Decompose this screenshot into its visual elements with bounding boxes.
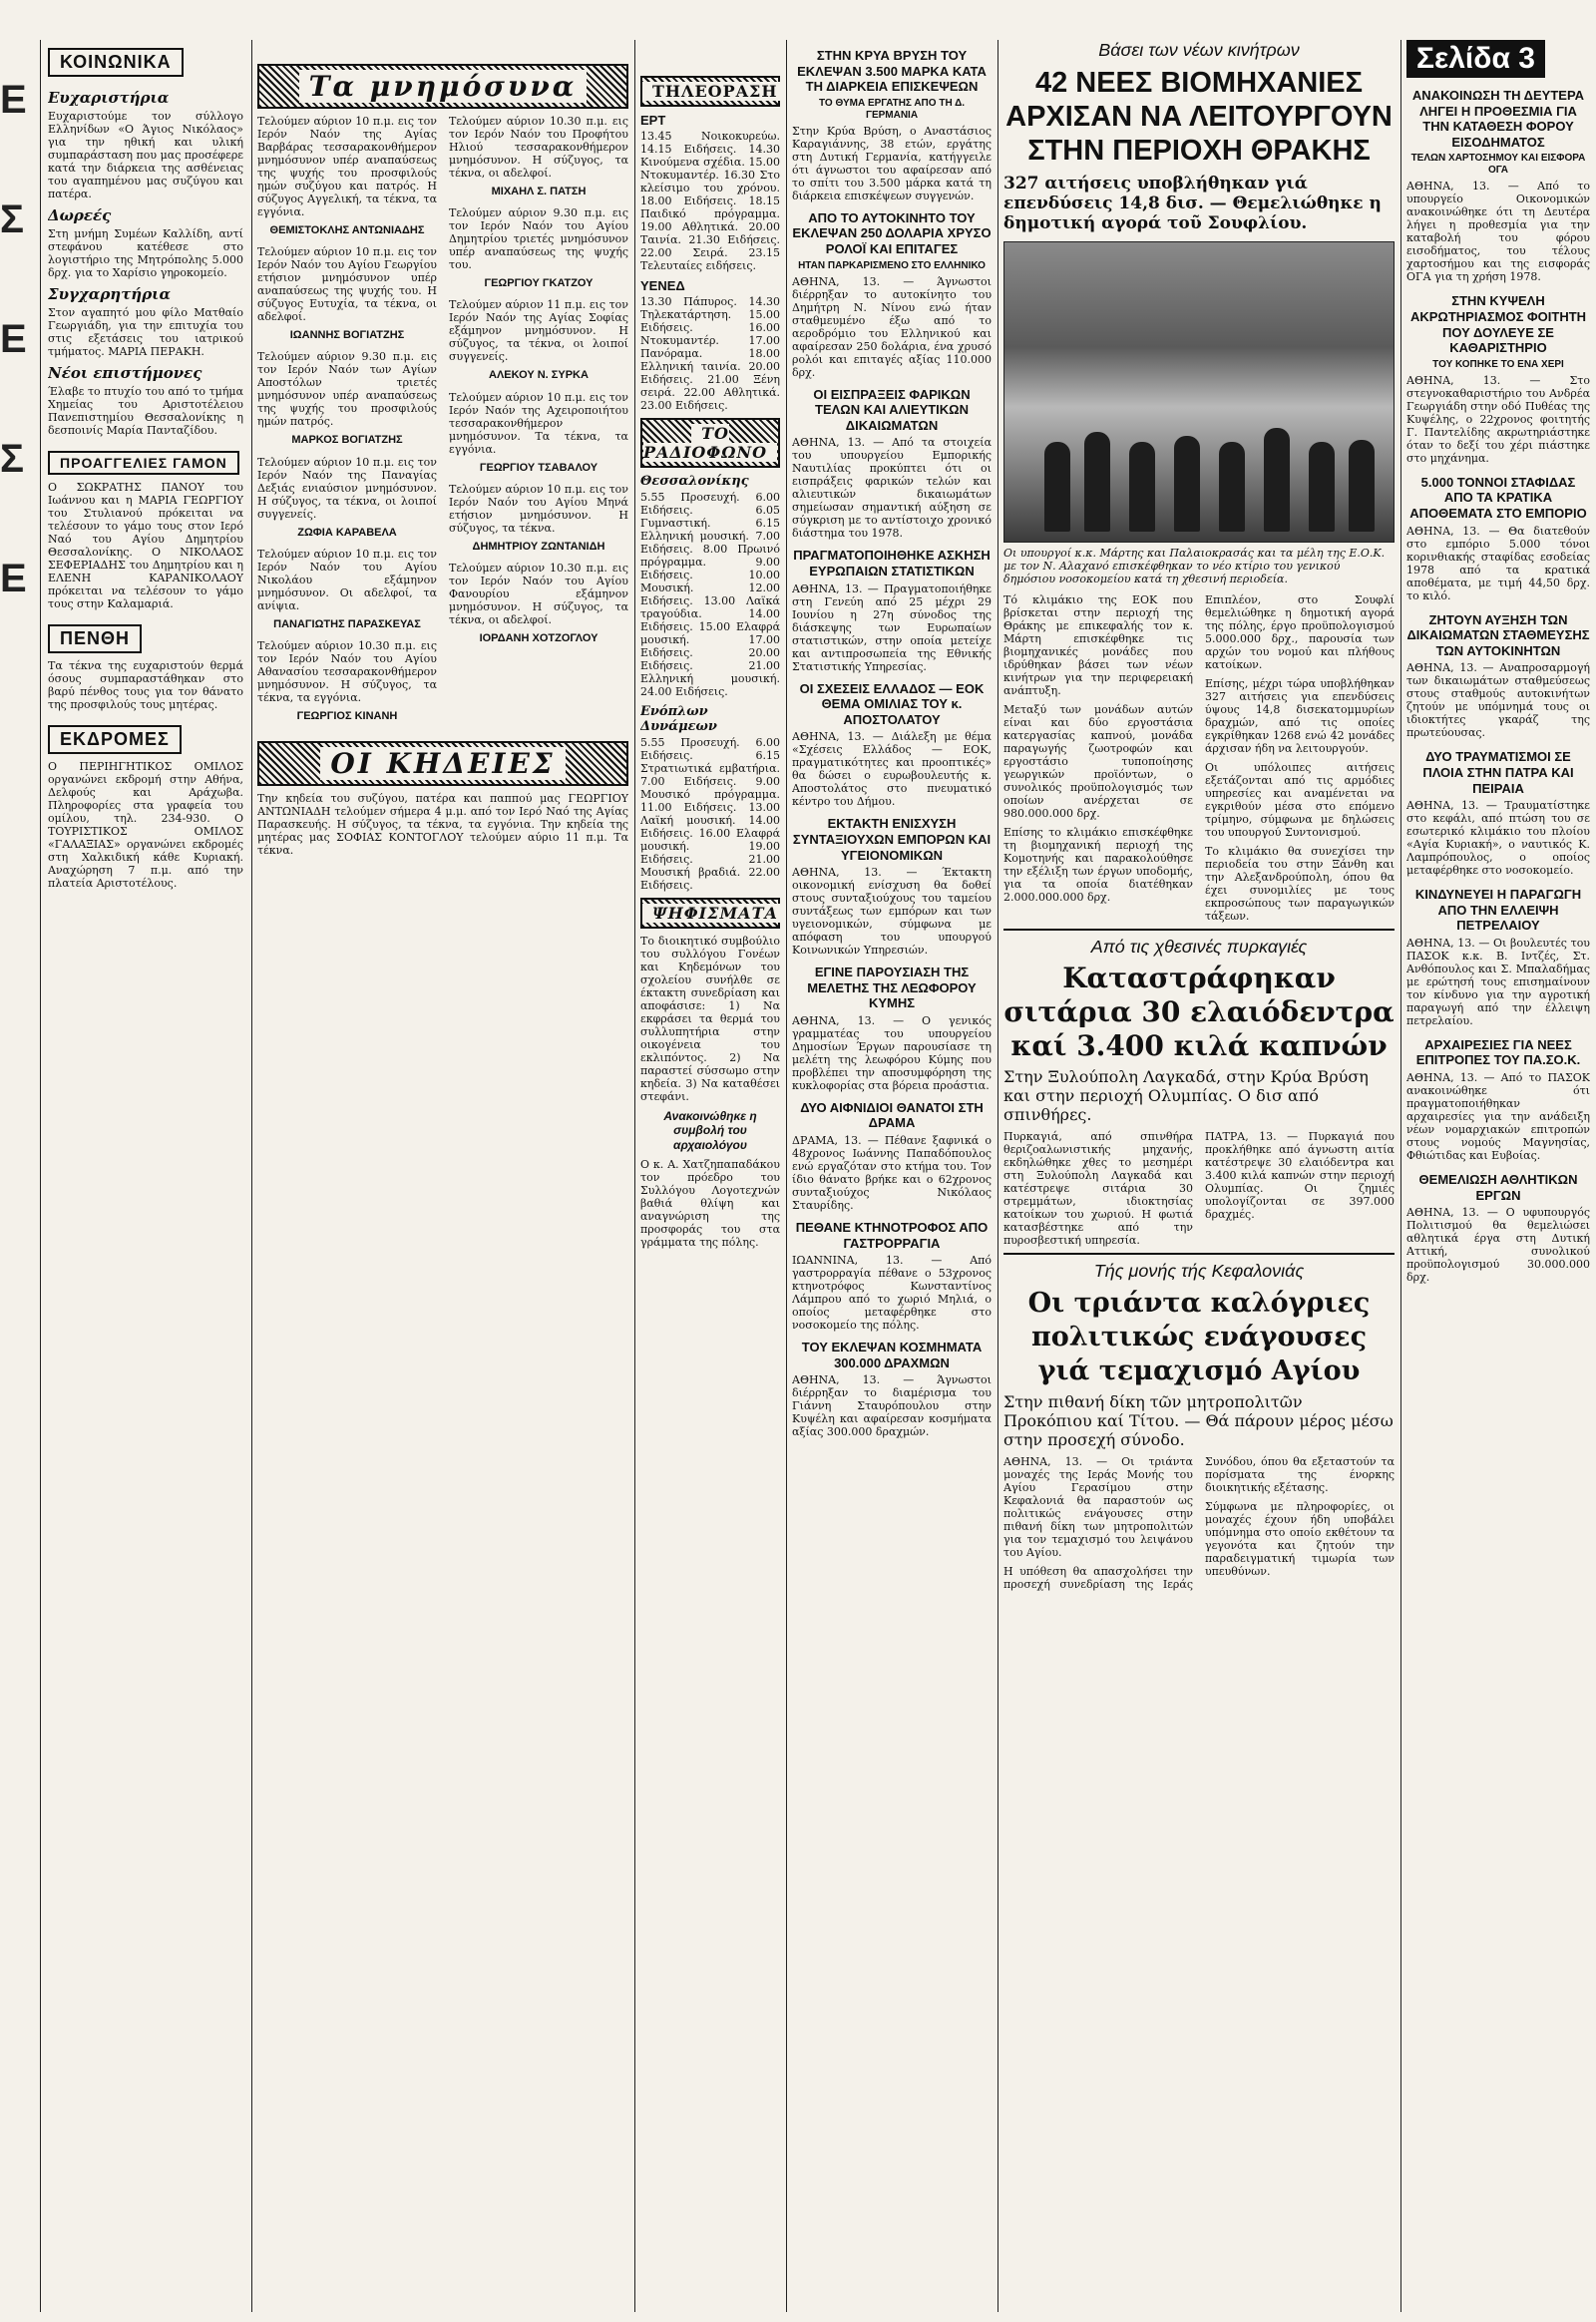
votes-header: ΨΗΦΙΣΜΑΤΑ (642, 904, 780, 923)
section-title: Ευχαριστήρια (48, 89, 170, 107)
obituary-text: Ο κ. Α. Χατζηπαπαδάκου τον πρόεδρο του Συλλόγου Λογοτεχνών βαθιά θλίψη και αναγνώριση της προσφοράς του στα γράμματα της πόλης. (640, 1158, 780, 1250)
news-text: ΑΘΗΝΑ, 13. — Πραγματοποιήθηκε στη Γενεύη από 25 μέχρι 29 Ιουνίου η 27η σύνοδος της διάσκεψης των Ευρωπαίων στατιστικών, στην οποία μετείχε και αντιπροσωπεία της Εθνικής Στατιστικής Υπηρεσίας. (792, 581, 992, 673)
article-paragraph: Επίσης, μέχρι τώρα υποβλήθηκαν 327 αιτήσεις για επενδύσεις ύψους 14,8 δισεκατομμυρίων δραχμών, από τις οποίες εγκρίθηκαν 1268 ενώ 42 μονάδες άρχισαν ήδη να λειτουργούν. (1205, 676, 1395, 755)
memorials-list-a (257, 115, 437, 731)
right-text: ΑΘΗΝΑ, 13. — Από το υπουργείο Οικονομικών ανακοινώθηκε ότι τη Δευτέρα λήγει η προθεσμία για την καταβολή του φόρου εισοδήματος, του τέλους χαρτοσήμου και της εισφοράς ΟΓΑ για τη χρήση 1978. (1406, 180, 1590, 284)
marriage-header: ΠΡΟΑΓΓΕΛΙΕΣ ΓΑΜΟΝ (48, 451, 239, 475)
page-label: Σελίδα 3 (1406, 40, 1545, 78)
article-paragraph: Μεταξύ των μονάδων αυτών είναι και δύο εργοστάσια κατεργασίας καπνού, μονάδα παραγωγής ζωοτροφών και εργοστάσιο τυποποίησης γεωργικών προϊόντων, ο συνολικός προϋπολογισμός των οποίων ανέρχεται σε 980.000.000 δρχ. (1003, 702, 1193, 820)
station-name: Ενόπλων Δυνάμεων (640, 704, 717, 734)
column-rule (40, 40, 41, 2312)
news-headline: ΠΕΘΑΝΕ ΚΤΗΝΟΤΡΟΦΟΣ ΑΠΟ ΓΑΣΤΡΟΡΡΑΓΙΑ (795, 1220, 989, 1251)
right-text: ΑΘΗΝΑ, 13. — Θα διατεθούν στο εμπόριο 5.000 τόνοι κορινθιακής σταφίδας εσοδείας 1978 από τα κρατικά αποθέματα, με τιμή 44,50 δρχ. το κιλό. (1406, 524, 1590, 602)
right-headline: ΚΙΝΔΥΝΕΥΕΙ Η ΠΑΡΑΓΩΓΗ ΑΠΟ ΤΗΝ ΕΛΛΕΙΨΗ ΠΕΤΡΕΛΑΙΟΥ (1414, 887, 1582, 934)
right-column (1406, 40, 1590, 2312)
article-paragraph: ΠΑΤΡΑ, 13. — Πυρκαγιά που προκλήθηκε από άγνωστη αιτία κατέστρεψε 30 ελαιόδεντρα και 3.400 κιλά καπνών στην περιοχή Ολυμπίας. Οι ζημιές υπολογίζονται σε 397.000 δραχμές. (1205, 1130, 1395, 1222)
section-title: Νέοι επιστήμονες (48, 364, 202, 382)
memorial-text: Τελούμεν αύριον 10 π.μ. εις τον Ιερόν Ναόν της Αγίας Βαρβάρας τεσσαρακονθήμερον μνημόσυνον υπέρ αναπαύσεως της ψυχής του προσφιλούς ημών συζύγου και πατρός. Η σύζυγος Αγγελική, τα τέκνα, τα εγγόνια. (257, 115, 437, 218)
memorial-name: ΑΛΕΚΟΥ Ν. ΣΥΡΚΑ (489, 369, 589, 382)
radio-stations (640, 474, 780, 892)
news-headline: ΑΠΟ ΤΟ ΑΥΤΟΚΙΝΗΤΟ ΤΟΥ ΕΚΛΕΨΑΝ 250 ΔΟΛΑΡΙΑ ΧΡΥΣΟ ΡΟΛΟΪ ΚΑΙ ΕΠΙΤΑΓΕΣ (792, 209, 992, 256)
news-headline: ΟΙ ΣΧΕΣΕΙΣ ΕΛΛΑΔΟΣ — ΕΟΚ ΘΕΜΑ ΟΜΙΛΙΑΣ ΤΟΥ κ. ΑΠΟΣΤΟΛΑΤΟΥ (799, 680, 985, 727)
memorial-name: ΓΕΩΡΓΙΟΥ ΓΚΑΤΖΟΥ (484, 277, 594, 290)
news-headline: ΤΟΥ ΕΚΛΕΨΑΝ ΚΟΣΜΗΜΑΤΑ 300.000 ΔΡΑΧΜΩΝ (801, 1340, 983, 1370)
obituary-head: Ανακοινώθηκε η συμβολή του αρχαιολόγου (663, 1109, 757, 1152)
section-text: Στον αγαπητό μου φίλο Ματθαίο Γεωργιάδη, για την επιτυχία του στις εξετάσεις του ιατρικού τμήματος. ΜΑΡΙΑ ΠΕΡΑΚΗ. (48, 306, 243, 358)
section-title: Δωρεές (48, 206, 112, 224)
tv-header: ΤΗΛΕΟΡΑΣΗ (642, 82, 780, 101)
news-text: ΑΘΗΝΑ, 13. — Έκτακτη οικονομική ενίσχυση θα δοθεί στους συνταξιούχους του ταμείου συντάξεως των εμπόρων και των υγειονομικών, σύμφωνα με απόφαση του υπουργού Κοινωνικών Υπηρεσιών. (792, 866, 992, 958)
channel-schedule: 13.30 Πάπυρος. 14.30 Τηλεκατάρτηση. 15.00 Ειδήσεις. 16.00 Ντοκυμαντέρ. 17.00 Πανόραμα. 18.00 Ελληνική ταινία. 20.00 Ειδήσεις. 21.00 Ξένη σειρά. 22.00 Αθλητικά. 23.00 Ειδήσεις. (640, 295, 780, 412)
lead-deck: 327 αιτήσεις υποβλήθηκαν γιά επενδύσεις 14,8 δισ. — Θεμελιώθηκε η δημοτική αγορά τοῦ Σουφλίου. (1003, 173, 1382, 233)
mourning-text: Τα τέκνα της ευχαριστούν θερμά όσους συμπαραστάθηκαν στο βαρύ πένθος τους για τον θάνατο της προσφιλούς τους μητέρας. (48, 659, 243, 711)
news-text: Στην Κρύα Βρύση, ο Αναστάσιος Καραγιάννης, 38 ετών, εργάτης στη Δυτική Γερμανία, κατήγγειλε ότι άγνωστοι του αφαίρεσαν από το σπίτι του 3.500 μάρκα κατά τη διάρκεια επισκέψεων συγγενών. (792, 124, 992, 202)
edge-letters: ΕΣ Ε Σ Ε (0, 78, 27, 600)
memorial-name: ΙΟΡΔΑΝΗ ΧΟΤΖΟΓΛΟΥ (479, 631, 598, 644)
right-headline: ΑΡΧΑΙΡΕΣΙΕΣ ΓΙΑ ΝΕΕΣ ΕΠΙΤΡΟΠΕΣ ΤΟΥ ΠΑ.ΣΟ.Κ. (1415, 1036, 1581, 1068)
social-sections (48, 89, 243, 437)
memorial-name: ΓΕΩΡΓΙΟΣ ΚΙΝΑΝΗ (296, 709, 398, 722)
right-text: ΑΘΗΝΑ, 13. — Αναπροσαρμογή των δικαιωμάτων σταθμεύσεως στους σταθμούς αυτοκινήτων ζητούν με υπόμνημά τους οι ιδιοκτήτες γκαράζ της πρωτεύουσας. (1406, 661, 1590, 740)
memorial-name: ΓΕΩΡΓΙΟΥ ΤΣΑΒΑΛΟΥ (479, 461, 598, 474)
lead-photo (1003, 241, 1395, 543)
article-paragraph: Οι υπόλοιπες αιτήσεις εξετάζονται από τις αρμόδιες υπηρεσίες και αναμένεται να εγκριθούν μέσα στο επόμενο τρίμηνο, σύμφωνα με δηλώσεις του υπουργού Συντονισμού. (1205, 760, 1395, 839)
right-headline: 5.000 ΤΟΝΝΟΙ ΣΤΑΦΙΔΑΣ ΑΠΟ ΤΑ ΚΡΑΤΙΚΑ ΑΠΟΘΕΜΑΤΑ ΣΤΟ ΕΜΠΟΡΙΟ (1409, 474, 1587, 521)
excursions-header: ΕΚΔΡΟΜΕΣ (48, 725, 182, 754)
right-items (1406, 88, 1590, 1284)
radio-header-box (640, 418, 780, 468)
news-text: ΑΘΗΝΑ, 13. — Άγνωστοι διέρρηξαν το διαμέρισμα του Γιάννη Σταυρόπουλου στην Κυψέλη και αφαίρεσαν κοσμήματα αξίας 300.000 δραχμών. (792, 1373, 992, 1439)
right-kicker: ΤΟΥ ΚΟΠΗΚΕ ΤΟ ΕΝΑ ΧΕΡΙ (1432, 358, 1564, 370)
station-schedule: 5.55 Προσευχή. 6.00 Ειδήσεις. 6.15 Στρατιωτικά εμβατήρια. 7.00 Ειδήσεις. 9.00 Μουσικό πρόγραμμα. 11.00 Ειδήσεις. 13.00 Λαϊκή μουσική. 14.00 Ειδήσεις. 16.00 Ελαφρά μουσική. 19.00 Ειδήσεις. 21.00 Μουσική βραδιά. 22.00 Ειδήσεις. (640, 736, 780, 892)
votes-header-box (640, 898, 780, 929)
station-name: Θεσσαλονίκης (640, 474, 749, 489)
right-headline: ΣΤΗΝ ΚΥΨΕΛΗ ΑΚΡΩΤΗΡΙΑΣΜΟΣ ΦΟΙΤΗΤΗ ΠΟΥ ΔΟΥΛΕΥΕ ΣΕ ΚΑΘΑΡΙΣΤΗΡΙΟ (1409, 293, 1587, 356)
excursions-text: Ο ΠΕΡΙΗΓΗΤΙΚΟΣ ΟΜΙΛΟΣ οργανώνει εκδρομή στην Αθήνα, Δελφούς και Αράχωβα. Πληροφορίες στα γραφεία του ομίλου, τηλ. 234-930. Ο ΤΟΥΡΙΣΤΙΚΟΣ ΟΜΙΛΟΣ «ΓΑΛΑΞΙΑΣ» οργανώνει εκδρομές στη Χαλκιδική κάθε Κυριακή. Αναχώρηση 7 π.μ. από την πλατεία Αριστοτέλους. (48, 760, 243, 890)
memorial-text: Τελούμεν αύριον 10 π.μ. εις τον Ιερόν Ναόν του Αγίου Γεωργίου ετήσιον μνημόσυνον υπέρ αναπαύσεως της ψυχής του. Η σύζυγος Ευτυχία, τα τέκνα, οι αδελφοί. (257, 245, 437, 324)
channel-schedule: 13.45 Νοικοκυρεύω. 14.15 Ειδήσεις. 14.30 Κινούμενα σχέδια. 15.00 Ντοκυμαντέρ. 16.30 Στο κλείσιμο του χρόνου. 18.00 Ειδήσεις. 18.15 Παιδικό πρόγραμμα. 19.00 Αθλητικά. 20.00 Ταινία. 21.30 Ειδήσεις. 22.00 Σειρά. 23.15 Τελευταίες ειδήσεις. (640, 130, 780, 272)
right-text: ΑΘΗΝΑ, 13. — Από το ΠΑΣΟΚ ανακοινώθηκε ότι πραγματοποιήθηκαν αρχαιρεσίες για την ανάδειξη νέων νομαρχιακών επιτροπών στους νομούς Μαγνησίας, Φθιώτιδας και Ευβοίας. (1406, 1071, 1590, 1163)
news-text: ΑΘΗΝΑ, 13. — Ο γενικός γραμματέας του υπουργείου Δημοσίων Έργων παρουσίασε τη μελέτη της λεωφόρου Κύμης που προβλέπει την αποσυμφόρηση της κυκλοφορίας στα βόρεια προάστια. (792, 1013, 992, 1092)
memorial-text: Τελούμεν αύριον 10.30 π.μ. εις τον Ιερόν Ναόν του Αγίου Αθανασίου τεσσαρακονθήμερον μνημόσυνον. Η σύζυγος, τα τέκνα, τα εγγόνια. (257, 638, 437, 704)
channel-name: ΕΡΤ (640, 113, 666, 128)
news-headline: ΣΤΗΝ ΚΡΥΑ ΒΡΥΣΗ ΤΟΥ ΕΚΛΕΨΑΝ 3.500 ΜΑΡΚΑ ΚΑΤΑ ΤΗ ΔΙΑΡΚΕΙΑ ΕΠΙΣΚΕΨΕΩΝ (797, 48, 987, 95)
news-headline: ΕΚΤΑΚΤΗ ΕΝΙΣΧΥΣΗ ΣΥΝΤΑΞΙΟΥΧΩΝ ΕΜΠΟΡΩΝ ΚΑΙ ΥΓΕΙΟΝΟΜΙΚΩΝ (792, 816, 992, 863)
lead-body (1003, 593, 1395, 923)
right-headline: ΔΥΟ ΤΡΑΥΜΑΤΙΣΜΟΙ ΣΕ ΠΛΟΙΑ ΣΤΗΝ ΠΑΤΡΑ ΚΑΙ ΠΕΙΡΑΙΑ (1422, 749, 1574, 796)
memorial-text: Τελούμεν αύριον 9.30 π.μ. εις τον Ιερόν Ναόν των Αγίων Αποστόλων τριετές μνημόσυνον υπέρ αναπαύσεως της ψυχής του προσφιλούς ημών πατρός. (257, 350, 437, 429)
monk-deck: Στην πιθανή δίκη τῶν μητροπολιτῶν Προκόπιου καί Τίτου. — Θά πάρουν μέρος μέσω στην προσεχή σύνοδο. (1003, 1391, 1394, 1449)
section-text: Έλαβε το πτυχίο του από το τμήμα Χημείας του Αριστοτέλειου Πανεπιστημίου Θεσσαλονίκης η δεσποινίς Μαρία Πανταζίδου. (48, 385, 243, 437)
memorial-text: Τελούμεν αύριον 9.30 π.μ. εις τον Ιερόν Ναόν του Αγίου Δημητρίου τριετές μνημόσυνον υπέρ αναπαύσεως της ψυχής του. (449, 206, 628, 272)
news-headline: ΟΙ ΕΙΣΠΡΑΞΕΙΣ ΦΑΡΙΚΩΝ ΤΕΛΩΝ ΚΑΙ ΑΛΙΕΥΤΙΚΩΝ ΔΙΚΑΙΩΜΑΤΩΝ (813, 386, 971, 433)
monk-body (1003, 1455, 1395, 1591)
news-text: ΑΘΗΝΑ, 13. — Άγνωστοι διέρρηξαν το αυτοκίνητο του Δημήτρη Ν. Νίνου ενώ ήταν σταθμευμένο έξω από το αεροδρόμιο του Ελληνικού και αφαίρεσαν 250 δολάρια, ένα χρυσό ρολόι και επιταγές αξίας 110.000 δρχ. (792, 274, 992, 379)
memorials-header-box (257, 64, 628, 109)
right-text: ΑΘΗΝΑ, 13. — Τραυματίστηκε στο κεφάλι, από πτώση του σε εσωτερικό κλιμάκιο του πλοίου «Αγία Κυριακή», ο ναυτικός Κ. Λαμπρόπουλος, ο οποίος μεταφέρθηκε στο νοσοκομείο. (1406, 799, 1590, 878)
lead-photo-caption: Οι υπουργοί κ.κ. Μάρτης και Παλαιοκρασάς και τα μέλη της Ε.Ο.Κ. με τον Ν. Αλαχανό επισκέφθηκαν το νέο κτίριο του γενικού δημόσιου νοσοκομείου κατά τη χθεσινή περιοδεία. (1003, 546, 1386, 585)
radio-header: ΤΟ ΡΑΔΙΟΦΩΝΟ (643, 424, 777, 462)
right-headline: ΖΗΤΟΥΝ ΑΥΞΗΣΗ ΤΩΝ ΔΙΚΑΙΩΜΑΤΩΝ ΣΤΑΘΜΕΥΣΗΣ ΤΩΝ ΑΥΤΟΚΙΝΗΤΩΝ (1406, 611, 1590, 658)
fire-headline: Καταστράφηκαν σιτάρια 30 ελαιόδεντρα καί 3.400 κιλά καπνών (1003, 962, 1395, 1063)
memorial-name: ΙΩΑΝΝΗΣ ΒΟΓΙΑΤΖΗΣ (289, 329, 405, 342)
news-text: ΔΡΑΜΑ, 13. — Πέθανε ξαφνικά ο 48χρονος Ιωάννης Παπαδόπουλος ενώ εργαζόταν στο κτήμα του. Τον ίδιο θάνατο βρήκε και ο 62χρονος συνταξιούχος Νικόλαος Σταυρίδης. (792, 1134, 992, 1213)
memorial-text: Τελούμεν αύριον 10 π.μ. εις τον Ιερόν Ναόν του Αγίου Μηνά ετήσιον μνημόσυνον. Η σύζυγος, τα τέκνα. (449, 482, 628, 535)
fire-deck: Στην Ξυλούπολη Λαγκαδά, στην Κρύα Βρύση και στην περιοχή Ολυμπίας. Ο δισ από σπινθήρες. (1003, 1067, 1369, 1125)
column-rule (634, 40, 635, 2312)
news-kicker: ΤΟ ΘΥΜΑ ΕΡΓΑΤΗΣ ΑΠΟ ΤΗ Δ. ΓΕΡΜΑΝΙΑ (818, 97, 966, 121)
funerals-text: Την κηδεία του συζύγου, πατέρα και παππού μας ΓΕΩΡΓΙΟΥ ΑΝΤΩΝΙΑΔΗ τελούμεν σήμερα 4 μ.μ. από τον Ιερό Ναό της Αγίας Παρασκευής. Η σύζυγος, τα τέκνα, τα εγγόνια. Την κηδεία της μητέρας μας ΣΟΦΙΑΣ ΚΟΝΤΟΓΛΟΥ τελούμεν αύριο 11 π.μ. Τα τέκνα. (257, 792, 628, 858)
fire-body (1003, 1130, 1395, 1247)
memorial-name: ΖΩΦΙΑ ΚΑΡΑΒΕΛΑ (297, 526, 397, 539)
social-header: ΚΟΙΝΩΝΙΚΑ (48, 48, 184, 77)
news-text: ΑΘΗΝΑ, 13. — Από τα στοιχεία του υπουργείου Εμπορικής Ναυτιλίας προκύπτει ότι οι εισπράξεις φαρικών τελών και αλιευτικών δικαιωμάτων σημείωσαν σημαντική αύξηση σε σύγκριση με το αντίστοιχο χρονικό διάστημα του 1978. (792, 436, 992, 541)
marriage-text: Ο ΣΩΚΡΑΤΗΣ ΠΑΝΟΥ του Ιωάννου και η ΜΑΡΙΑ ΓΕΩΡΓΙΟΥ του Στυλιανού πρόκειται να τελέσουν το γάμο τους στον Ιερό Ναό του Αγίου Δημητρίου Θεσσαλονίκης. Ο ΝΙΚΟΛΑΟΣ ΣΕΦΕΡΙΑΔΗΣ του Δημητρίου και η ΕΛΕΝΗ ΚΑΡΑΝΙΚΟΛΑΟΥ πρόκειται να τελέσουν το γάμο τους στην Καλαμαριά. (48, 481, 243, 610)
lead-kicker: Βάσει των νέων κινήτρων (1098, 40, 1300, 60)
funerals-header: ΟΙ ΚΗΔΕΙΕΣ (320, 747, 565, 780)
right-kicker: ΤΕΛΩΝ ΧΑΡΤΟΣΗΜΟΥ ΚΑΙ ΕΙΣΦΟΡΑ ΟΓΑ (1410, 153, 1586, 177)
mourning-header: ΠΕΝΘΗ (48, 624, 142, 653)
right-headline: ΘΕΜΕΛΙΩΣΗ ΑΘΛΗΤΙΚΩΝ ΕΡΓΩΝ (1418, 1172, 1578, 1203)
lead-area (1003, 40, 1395, 2312)
right-text: ΑΘΗΝΑ, 13. — Στο στεγνοκαθαριστήριο του Ανδρέα Γεωργιάδη στην οδό Πυθέας της Κυψέλης, ο 22χρονος φοιτητής Γ. Παντελίδης ακρωτηριάστηκε όταν το δεξί του χέρι πιάστηκε στο μηχάνημα. (1406, 373, 1590, 465)
article-paragraph: Η υπόθεση θα απασχολήσει την προσεχή συνεδρίαση της Ιεράς Συνόδου, όπου θα εξεταστούν τα πορίσματα της ένορκης διοικητικής εξέτασης. (1003, 1454, 1395, 1591)
memorial-text: Τελούμεν αύριον 11 π.μ. εις τον Ιερόν Ναόν της Αγίας Σοφίας εξάμηνον μνημόσυνον. Η σύζυγος, τα τέκνα, οι λοιποί συγγενείς. (449, 298, 628, 364)
memorial-text: Τελούμεν αύριον 10.30 π.μ. εις τον Ιερόν Ναόν του Αγίου Φανουρίου εξάμηνον μνημόσυνον. Η σύζυγος, τα τέκνα, οι αδελφοί. (449, 561, 628, 626)
memorial-text: Τελούμεν αύριον 10 π.μ. εις τον Ιερόν Ναόν της Αχειροποιήτου τεσσαρακονθήμερον μνημόσυνον. Τα τέκνα, τα εγγόνια. (449, 390, 628, 456)
news-headline: ΔΥΟ ΑΙΦΝΙΔΙΟΙ ΘΑΝΑΤΟΙ ΣΤΗ ΔΡΑΜΑ (800, 1099, 984, 1131)
article-paragraph: Επίσης το κλιμάκιο επισκέφθηκε τη βιομηχανική περιοχή της Κομοτηνής και παρακολούθησε την εξέλιξη των έργων υποδομής, για τα οποία διατέθηκαν 2.000.000.000 δρχ. (1003, 825, 1193, 904)
article-paragraph: Επιπλέον, στο Σουφλί θεμελιώθηκε η δημοτική αγορά της πόλης, έργο προϋπολογισμού 5.000.000 δρχ., παρουσία των αρχών του νομού και πλήθους κατοίκων. (1205, 592, 1395, 671)
memorial-text: Τελούμεν αύριον 10 π.μ. εις τον Ιερόν Ναόν του Αγίου Νικολάου εξάμηνον μνημόσυνον. Οι αδελφοί, τα ανίψια. (257, 547, 437, 612)
monk-headline: Οι τριάντα καλόγριες πολιτικώς ενάγουσες γιά τεμαχισμό Αγίου (1027, 1287, 1371, 1386)
tv-channels (640, 113, 780, 412)
right-headline: ΑΝΑΚΟΙΝΩΣΗ ΤΗ ΔΕΥΤΕΡΑ ΛΗΓΕΙ Η ΠΡΟΘΕΣΜΙΑ ΓΙΑ ΤΗΝ ΚΑΤΑΘΕΣΗ ΦΟΡΟΥ ΕΙΣΟΔΗΜΑΤΟΣ (1411, 88, 1585, 150)
short-news-column (792, 40, 992, 2312)
news-headline: ΕΓΙΝΕ ΠΑΡΟΥΣΙΑΣΗ ΤΗΣ ΜΕΛΕΤΗΣ ΤΗΣ ΛΕΩΦΟΡΟΥ ΚΥΜΗΣ (807, 965, 977, 1011)
tv-header-box (640, 76, 780, 107)
votes-text: Το διοικητικό συμβούλιο του συλλόγου Γονέων και Κηδεμόνων του σχολείου συνήλθε σε έκτακτη συνεδρίαση και αποφάσισε: 1) Να εκφράσει τα θερμά του συλλυπητήρια στην οικογένεια του εκλιπόντος. 2) Να παραστεί σύσσωμο στην κηδεία. 3) Να καταθέσει στεφάνι. (640, 935, 780, 1103)
article-paragraph: Τό κλιμάκιο της ΕΟΚ που βρίσκεται στην περιοχή της Θράκης με επικεφαλής τον κ. Μάρτη επισκέφθηκε τις βιομηχανικές μονάδες που ιδρύθηκαν βάσει των νέων κινήτρων για την περιφερειακή ανάπτυξη. (1003, 592, 1193, 697)
fire-kicker: Από τις χθεσινές πυρκαγιές (1090, 936, 1308, 957)
news-kicker: ΗΤΑΝ ΠΑΡΚΑΡΙΣΜΕΝΟ ΣΤΟ ΕΛΛΗΝΙΚΟ (798, 259, 986, 271)
column-rule (1400, 40, 1401, 2312)
lead-headline: 42 ΝΕΕΣ ΒΙΟΜΗΧΑΝΙΕΣ ΑΡΧΙΣΑΝ ΝΑ ΛΕΙΤΟΥΡΓΟΥΝ ΣΤΗΝ ΠΕΡΙΟΧΗ ΘΡΑΚΗΣ (1005, 66, 1393, 167)
broadcast-column (640, 70, 780, 2312)
memorial-name: ΜΑΡΚΟΣ ΒΟΓΙΑΤΖΗΣ (291, 434, 403, 447)
right-text: ΑΘΗΝΑ, 13. — Ο υφυπουργός Πολιτισμού θα θεμελιώσει αθλητικά έργα στη Δυτική Αττική, συνολικού προϋπολογισμού 30.000.000 δρχ. (1406, 1206, 1590, 1285)
news-text: ΙΩΑΝΝΙΝΑ, 13. — Από γαστρορραγία πέθανε ο 53χρονος κτηνοτρόφος Κωνσταντίνος Λάμπρου από το χωριό Μηλιά, ο οποίος μεταφέρθηκε στο νοσοκομείο της πόλης. (792, 1254, 992, 1333)
right-text: ΑΘΗΝΑ, 13. — Οι βουλευτές του ΠΑΣΟΚ κ.κ. Β. Ιντζές, Στ. Ανθόπουλος και Σ. Μπαλαδήμας με ερώτησή τους επισημαίνουν τον κίνδυνο για την αγροτική παραγωγή από την έλλειψη πετρελαίου. (1406, 936, 1590, 1027)
station-schedule: 5.55 Προσευχή. 6.00 Ειδήσεις. 6.05 Γυμναστική. 6.15 Ελληνική μουσική. 7.00 Ειδήσεις. 8.00 Πρωινό πρόγραμμα. 9.00 Ειδήσεις. 10.00 Μουσική. 12.00 Ειδήσεις. 13.00 Λαϊκά τραγούδια. 14.00 Ειδήσεις. 15.00 Ελαφρά μουσική. 17.00 Ειδήσεις. 20.00 Ειδήσεις. 21.00 Ελληνική μουσική. 24.00 Ειδήσεις. (640, 491, 780, 698)
article-paragraph: Σύμφωνα με πληροφορίες, οι μοναχές έχουν ήδη υποβάλει υπόμνημα στο οποίο εκθέτουν τα γεγονότα και ζητούν την παραδειγματική τιμωρία των υπευθύνων. (1205, 1499, 1395, 1578)
memorials-column (257, 58, 628, 2312)
channel-name: ΥΕΝΕΔ (640, 278, 685, 293)
social-column (48, 40, 243, 2312)
news-headline: ΠΡΑΓΜΑΤΟΠΟΙΗΘΗΚΕ ΑΣΚΗΣΗ ΕΥΡΩΠΑΙΩΝ ΣΤΑΤΙΣΤΙΚΩΝ (793, 548, 991, 579)
short-news-list (792, 48, 992, 1438)
section-title: Συγχαρητήρια (48, 285, 171, 303)
memorial-name: ΜΙΧΑΗΛ Σ. ΠΑΤΣΗ (491, 186, 587, 197)
funerals-header-box (257, 741, 628, 786)
memorial-text: Τελούμεν αύριον 10.30 π.μ. εις τον Ιερόν Ναόν του Προφήτου Ηλιού τεσσαρακονθήμερον μνημόσυνον. Η σύζυγος, τα τέκνα, οι αδελφοί. (449, 115, 628, 180)
article-paragraph: ΑΘΗΝΑ, 13. — Οι τριάντα μοναχές της Ιεράς Μονής του Αγίου Γερασίμου στην Κεφαλονιά θα παραστούν ως πολιτικώς ενάγουσες στην πιθανή δίκη των μητροπολιτών για τον τεμαχισμό του λειψάνου του Αγίου. (1003, 1454, 1193, 1559)
memorial-name: ΘΕΜΙΣΤΟΚΛΗΣ ΑΝΤΩΝΙΑΔΗΣ (269, 224, 425, 236)
column-rule (251, 40, 252, 2312)
section-text: Στη μνήμη Συμέων Καλλίδη, αντί στεφάνου κατέθεσε στο λογιστήριο της Μητρόπολης 5.000 δρχ. για το Χαρίσιο γηροκομείο. (48, 227, 243, 279)
column-rule (786, 40, 787, 2312)
monk-kicker: Τής μονής τής Κεφαλονιάς (1093, 1261, 1305, 1282)
memorial-name: ΔΗΜΗΤΡΙΟΥ ΖΩΝΤΑΝΙΔΗ (472, 540, 605, 553)
article-paragraph: Πυρκαγιά, από σπινθήρα θεριζοαλωνιστικής μηχανής, εκδηλώθηκε χθες το μεσημέρι στη Ξυλούπολη Λαγκαδά και κατέστρεψε σιτάρια 30 στρεμμάτων, ιδιοκτησίας κατοίκων του χωριού. Η φωτιά κατασβέστηκε από την πυροσβεστική υπηρεσία. (1003, 1130, 1193, 1248)
memorial-name: ΠΑΝΑΓΙΩΤΗΣ ΠΑΡΑΣΚΕΥΑΣ (273, 617, 421, 630)
article-paragraph: Το κλιμάκιο θα συνεχίσει την περιοδεία του στην Ξάνθη και την Αλεξανδρούπολη, όπου θα έχει συνομιλίες με τους εκπροσώπους των παραγωγικών τάξεων. (1205, 844, 1395, 923)
section-text: Ευχαριστούμε τον σύλλογο Ελληνίδων «Ο Άγιος Νικόλαος» για την ηθική και υλική συμπαράσταση που μας προσέφερε κατά την διάρκεια της ασθένειας του αγαπημένου μας συζύγου και πατέρα. (48, 110, 243, 200)
news-text: ΑΘΗΝΑ, 13. — Διάλεξη με θέμα «Σχέσεις Ελλάδος — ΕΟΚ, πραγματικότητες και προοπτικές» θα δώσει ο ευρωβουλευτής κ. Αποστολάτος στο πνευματικό κέντρο του Δήμου. (792, 730, 992, 809)
memorial-text: Τελούμεν αύριον 10 π.μ. εις τον Ιερόν Ναόν της Παναγίας Δεξιάς ενιαύσιον μνημόσυνον. Η σύζυγος, τα τέκνα, οι λοιποί συγγενείς. (257, 455, 437, 521)
adjacent-page-strip (0, 40, 36, 2312)
memorials-header: Τα μνημόσυνα (299, 70, 588, 103)
memorials-list-b (449, 115, 628, 731)
